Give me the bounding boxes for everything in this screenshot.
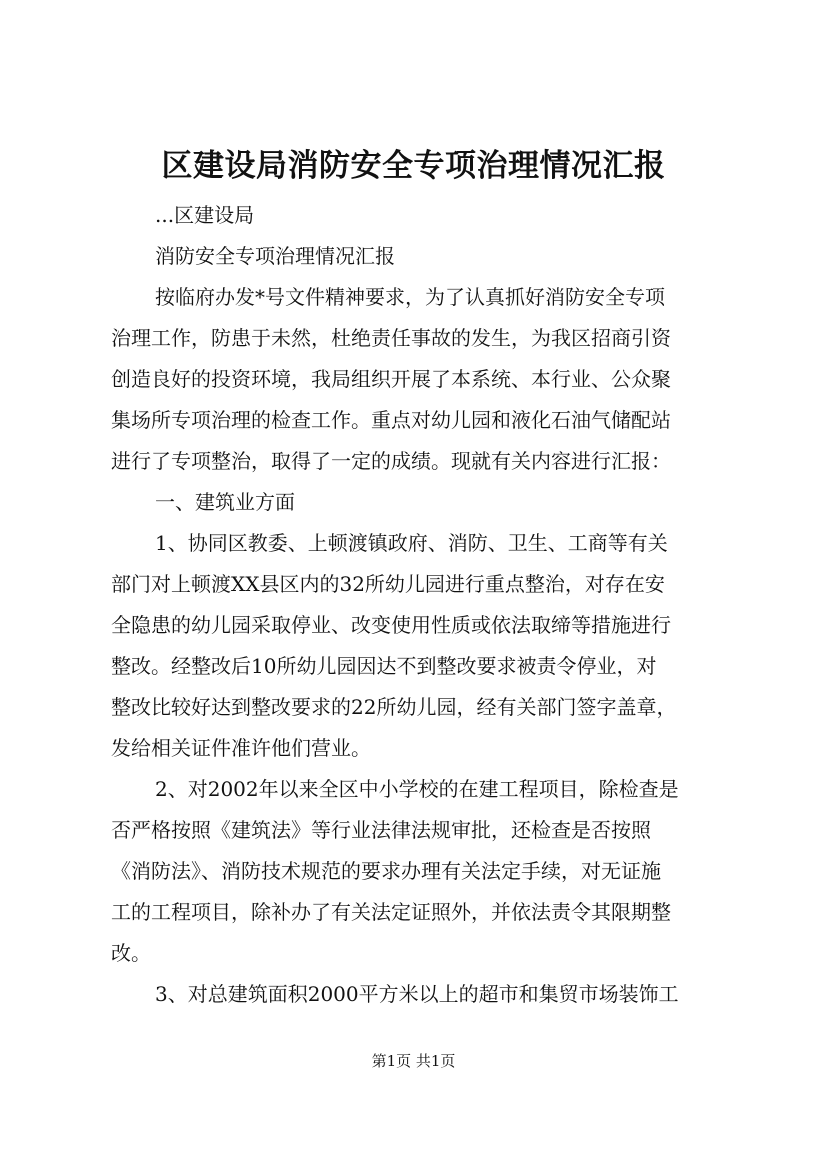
document-body bbox=[111, 195, 739, 1015]
paragraph-line: 创造良好的投资环境，我局组织开展了本系统、本行业、公众聚 bbox=[111, 367, 671, 391]
paragraph-line: 发给相关证件准许他们营业。 bbox=[111, 736, 371, 760]
paragraph-line: 1、协同区教委、上顿渡镇政府、消防、卫生、工商等有关 bbox=[155, 531, 668, 555]
paragraph-line: 部门对上顿渡XX县区内的32所幼儿园进行重点整治，对存在安 bbox=[111, 572, 665, 596]
paragraph-line: 工的工程项目，除补办了有关法定证照外，并依法责令其限期整 bbox=[111, 900, 671, 924]
paragraph-line: 整改比较好达到整改要求的22所幼儿园，经有关部门签字盖章， bbox=[111, 695, 677, 719]
paragraph-line: 一、建筑业方面 bbox=[155, 490, 295, 514]
paragraph-line: 消防安全专项治理情况汇报 bbox=[155, 244, 395, 268]
paragraph-line: 整改。经整改后10所幼儿园因达不到整改要求被责令停业，对 bbox=[111, 654, 657, 678]
paragraph-line: ...区建设局 bbox=[155, 203, 255, 227]
paragraph-line: 2、对2002年以来全区中小学校的在建工程项目，除检查是 bbox=[155, 777, 679, 801]
paragraph-line: 全隐患的幼儿园采取停业、改变使用性质或依法取缔等措施进行 bbox=[111, 613, 671, 637]
paragraph-line: 治理工作，防患于未然，杜绝责任事故的发生，为我区招商引资 bbox=[111, 326, 671, 350]
document-title: 区建设局消防安全专项治理情况汇报 bbox=[161, 148, 666, 184]
paragraph-line: 3、对总建筑面积2000平方米以上的超市和集贸市场装饰工 bbox=[155, 982, 679, 1006]
paragraph-line: 《消防法》、消防技术规范的要求办理有关法定手续，对无证施 bbox=[111, 859, 661, 883]
paragraph-line: 按临府办发*号文件精神要求，为了认真抓好消防安全专项 bbox=[155, 285, 665, 309]
paragraph-line: 否严格按照《建筑法》等行业法律法规审批，还检查是否按照 bbox=[111, 818, 651, 842]
paragraph-line: 集场所专项治理的检查工作。重点对幼儿园和液化石油气储配站 bbox=[111, 408, 671, 432]
paragraph-line: 改。 bbox=[111, 941, 151, 965]
page-footer: 第1页 共1页 bbox=[371, 1052, 456, 1070]
paragraph-line: 进行了专项整治，取得了一定的成绩。现就有关内容进行汇报： bbox=[111, 449, 671, 473]
